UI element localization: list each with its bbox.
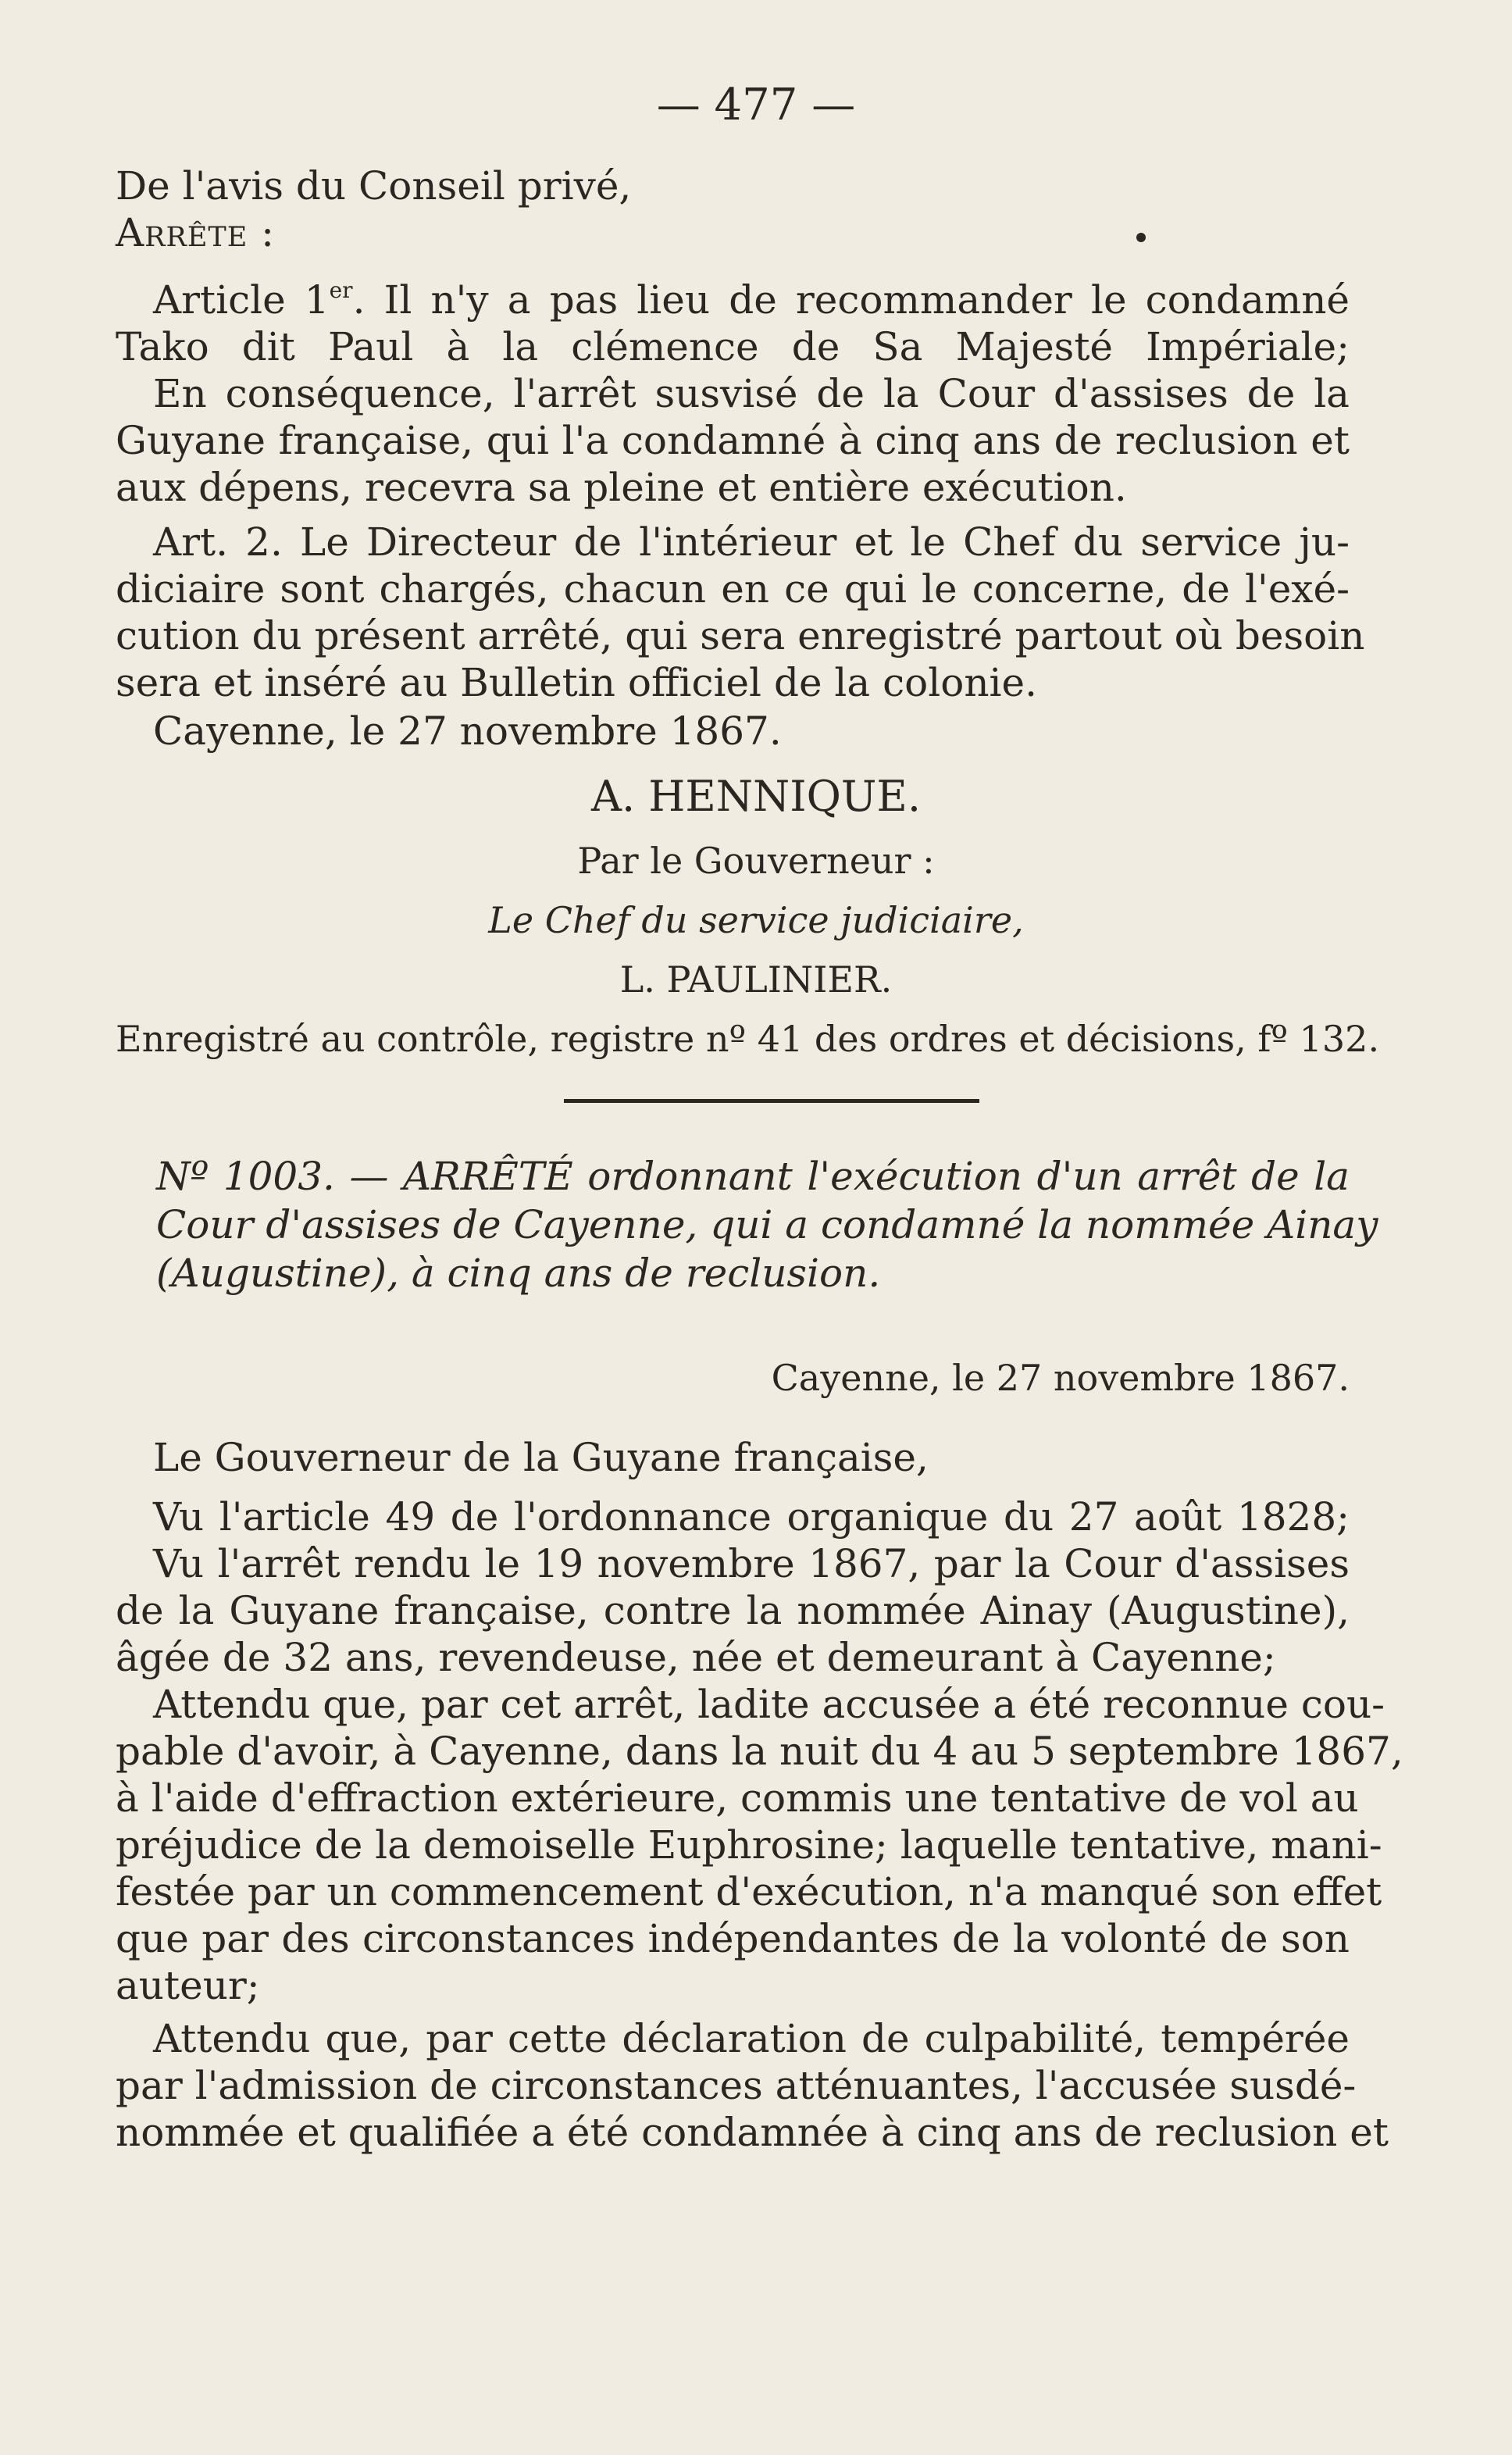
page-number: — 477 — [656, 80, 856, 130]
text-line: Tako dit Paul à la clémence de Sa Majesté Impériale; [116, 324, 1350, 369]
article-1-superscript: er [329, 277, 353, 303]
body-line: à l'aide d'effraction extérieure, commis une tentative de vol au [116, 1775, 1359, 1821]
article-1-text: . Il n'y a pas lieu de recommander le condamné [352, 277, 1350, 323]
body-line: Vu l'article 49 de l'ordonnance organique du 27 août 1828; [153, 1494, 1350, 1540]
article-2-line: Art. 2. Le Directeur de l'intérieur et le Chef du service ju- [153, 519, 1350, 565]
body-line: que par des circonstances indépendantes de la volonté de son [116, 1916, 1350, 1961]
text-line: En conséquence, l'arrêt susvisé de la Cour d'assises de la [153, 371, 1350, 416]
body-line: préjudice de la demoiselle Euphrosine; laquelle tentative, mani- [116, 1822, 1382, 1868]
section-divider [564, 1099, 979, 1103]
body-line: nommée et qualifiée a été condamnée à cinq ans de reclusion et [116, 2110, 1389, 2155]
body-line: festée par un commencement d'exécution, n'a manqué son effet [116, 1869, 1382, 1914]
body-line: Attendu que, par cette déclaration de culpabilité, tempérée [153, 2016, 1350, 2061]
body-line: de la Guyane française, contre la nommée Ainay (Augustine), [116, 1588, 1350, 1633]
arrete-date: Cayenne, le 27 novembre 1867. [771, 1357, 1350, 1399]
signature-chef: L. PAULINIER. [619, 958, 893, 1001]
text-line: aux dépens, recevra sa pleine et entière exécution. [116, 465, 1127, 510]
body-line: âgée de 32 ans, revendeuse, née et demeurant à Cayenne; [116, 1635, 1276, 1680]
text-line: De l'avis du Conseil privé, [116, 163, 632, 209]
ink-dot [1136, 233, 1146, 242]
arrete-title-line: Cour d'assises de Cayenne, qui a condamné la nommée Ainay [156, 1202, 1378, 1247]
date-line: Cayenne, le 27 novembre 1867. [153, 708, 782, 754]
body-line: par l'admission de circonstances atténuantes, l'accusée susdé- [116, 2063, 1357, 2108]
text-line: Guyane française, qui l'a condamné à cinq ans de reclusion et [116, 418, 1350, 463]
body-line: pable d'avoir, à Cayenne, dans la nuit du 4 au 5 septembre 1867, [116, 1729, 1403, 1774]
body-line: auteur; [116, 1963, 260, 2008]
chef-service-title: Le Chef du service judiciaire, [488, 899, 1024, 941]
text-line: sera et inséré au Bulletin officiel de la colonie. [116, 660, 1038, 705]
signature-governor: A. HENNIQUE. [590, 772, 922, 821]
text-line: cution du présent arrêté, qui sera enregistré partout où besoin [116, 613, 1365, 658]
text-line: diciaire sont chargés, chacun en ce qui le concerne, de l'exé- [116, 566, 1350, 612]
arrete-title-line: Nº 1003. — ARRÊTÉ ordonnant l'exécution d'un arrêt de la [156, 1154, 1350, 1199]
arrete-label: Arrête : [116, 210, 275, 255]
registration-note: Enregistré au contrôle, registre nº 41 des ordres et décisions, fº 132. [116, 1018, 1380, 1060]
article-1-label: Article 1 [153, 277, 330, 323]
arrete-title-line: (Augustine), à cinq ans de reclusion. [156, 1251, 881, 1296]
article-1-line [153, 277, 1350, 323]
body-line: Attendu que, par cet arrêt, ladite accusée a été reconnue cou- [153, 1682, 1385, 1727]
gouverneur-heading: Le Gouverneur de la Guyane française, [153, 1435, 929, 1480]
par-le-gouverneur: Par le Gouverneur : [577, 840, 935, 882]
body-line: Vu l'arrêt rendu le 19 novembre 1867, par la Cour d'assises [153, 1541, 1350, 1586]
